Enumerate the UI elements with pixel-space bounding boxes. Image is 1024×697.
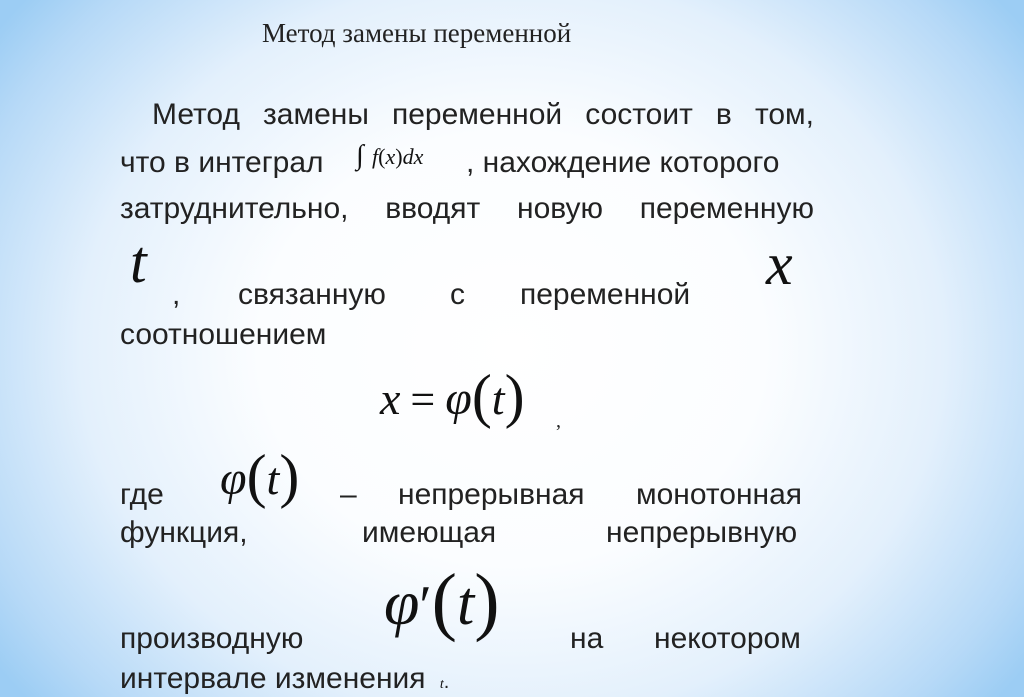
formula-t: t	[491, 373, 505, 424]
variable-t: t	[130, 229, 147, 295]
line10-t: t	[439, 677, 444, 692]
integral-close-paren: )	[395, 144, 403, 169]
phi-where-phi: φ	[220, 452, 247, 505]
formula-close-paren: )	[504, 363, 525, 429]
paragraph-line-3-text: затруднительно, вводят новую переменную	[120, 192, 814, 225]
where-w1: –	[340, 478, 357, 511]
formula-open-paren: (	[471, 363, 492, 429]
phi-where-formula	[220, 440, 299, 509]
phi-where-close: )	[279, 443, 300, 509]
line8-w1: функция,	[120, 516, 248, 549]
line10-text: интервале изменения	[120, 662, 426, 695]
integral-sign: ∫	[356, 140, 364, 171]
phi-prime-phi: φ	[384, 567, 420, 638]
integral-x: x	[385, 144, 396, 169]
line9-w1: производную	[120, 622, 304, 655]
paragraph-line-1	[152, 98, 814, 132]
main-formula	[380, 360, 525, 429]
line10-dot: .	[443, 671, 450, 693]
phi-prime-formula	[384, 556, 500, 643]
integral-open-paren: (	[378, 144, 386, 169]
where-word: где	[120, 478, 164, 511]
formula-phi: φ	[445, 372, 472, 425]
formula-equals: =	[410, 375, 436, 424]
paragraph-line-1-text: Метод замены переменной состоит в том,	[152, 98, 814, 131]
paragraph-line-10	[120, 662, 449, 696]
phi-prime-prime: ′	[419, 575, 432, 637]
paragraph-line-5-text: соотношением	[120, 318, 327, 351]
formula-comma: ,	[556, 410, 561, 432]
variable-x: x	[766, 231, 793, 297]
line8-w3: непрерывную	[606, 516, 798, 549]
integral-dx: dx	[402, 144, 424, 169]
phi-where-t: t	[266, 453, 280, 504]
slide-title: Метод замены переменной	[262, 18, 572, 48]
where-w2: непрерывная	[398, 478, 585, 511]
phi-prime-close: )	[474, 559, 500, 643]
line8-w2: имеющая	[362, 516, 497, 549]
paragraph-line-4-word-3: переменной	[520, 278, 691, 311]
paragraph-line-2-pre: что в интеграл	[120, 146, 324, 179]
phi-where-open: (	[246, 443, 267, 509]
integral-f: f	[372, 144, 379, 169]
paragraph-line-2	[120, 140, 814, 180]
paragraph-line-5	[120, 318, 814, 352]
paragraph-line-3	[120, 192, 814, 226]
line9-w3: некотором	[654, 622, 801, 655]
formula-x: x	[380, 373, 401, 424]
integral-formula	[356, 138, 423, 172]
phi-prime-open: (	[431, 559, 457, 643]
phi-prime-t: t	[456, 570, 475, 638]
paragraph-line-4-word-1: связанную	[238, 278, 386, 311]
paragraph-line-4-word-2: с	[450, 278, 465, 311]
paragraph-line-4-comma: ,	[172, 278, 181, 311]
line9-w2: на	[570, 622, 604, 655]
paragraph-line-2-post: , нахождение которого	[466, 146, 780, 179]
where-w3: монотонная	[636, 478, 803, 511]
